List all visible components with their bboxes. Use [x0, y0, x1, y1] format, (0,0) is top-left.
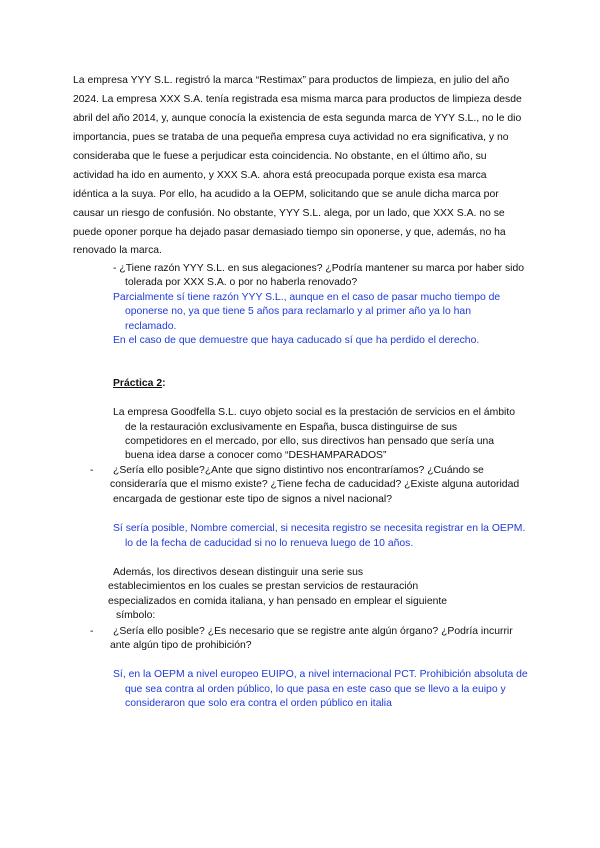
question-line: consideraría que el mismo existe? ¿Tiene fecha de caducidad? ¿Existe alguna autoridad — [110, 479, 520, 490]
intro-line: abril del año 2014, y, aunque conocía la existencia de esta segunda marca de YYY S.L., no le dio — [73, 113, 522, 124]
case-line: especializados en comida italiana, y han pensado en emplear el siguiente — [108, 596, 448, 607]
intro-line: La empresa YYY S.L. registró la marca “Restimax” para productos de limpieza, en julio del año — [73, 75, 510, 86]
answer-line: Sí sería posible, Nombre comercial, si necesita registro se necesita registrar en la OEPM. — [113, 523, 526, 534]
answer-line: consideraron que solo era contra el orden público en italia — [125, 698, 392, 709]
question-line: tolerada por XXX S.A. o por no haberla renovado? — [125, 277, 358, 288]
question-line: - ¿Tiene razón YYY S.L. en sus alegaciones? ¿Podría mantener su marca por haber sido — [113, 263, 525, 274]
intro-line: actividad ha ido en aumento, y XXX S.A. ahora está preocupada porque exista esa marca — [73, 170, 487, 181]
intro-line: puede oponer porque ha dejado pasar demasiado tiempo sin oponerse, y que, además, no ha — [73, 227, 506, 238]
answer-line: Parcialmente sí tiene razón YYY S.L., aunque en el caso de pasar mucho tiempo de — [113, 292, 501, 303]
section-heading-title: Práctica 2 — [113, 378, 163, 389]
answer-line: que sea contra al orden público, lo que pasa en este caso que se llevo a la euipo y — [125, 684, 506, 695]
bullet-dash: - — [90, 465, 94, 476]
section-heading — [113, 377, 166, 390]
answer-line: Sí, en la OEPM a nivel europeo EUIPO, a nivel internacional PCT. Prohibición absoluta de — [113, 669, 528, 680]
case-line: establecimientos en los cuales se prestan servicios de restauración — [108, 581, 419, 592]
question-line: ¿Sería ello posible? ¿Es necesario que se registre ante algún órgano? ¿Podría incurrir — [113, 626, 513, 637]
bullet-dash: - — [90, 626, 94, 637]
case-line: de la restauración exclusivamente en España, busca distinguirse de sus — [125, 422, 458, 433]
intro-line: consideraba que le fuese a perjudicar esta coincidencia. No obstante, en el último año, su — [73, 151, 487, 162]
intro-line: idéntica a la suya. Por ello, ha acudido a la OEPM, solicitando que se anule dicha marca por — [73, 189, 499, 200]
answer-line: oponerse no, ya que tiene 5 años para reclamarlo y al primer año ya lo han — [125, 306, 471, 317]
case-line: buena idea darse a conocer como “DESHAMPARADOS” — [125, 450, 387, 461]
question-line: encargada de gestionar este tipo de signos a nivel nacional? — [113, 494, 393, 505]
intro-line: 2024. La empresa XXX S.A. tenía registrada esa misma marca para productos de limpieza desde — [73, 94, 522, 105]
answer-line: En el caso de que demuestre que haya caducado sí que ha perdido el derecho. — [113, 335, 480, 346]
answer-line: reclamado. — [125, 321, 177, 332]
case-line: Además, los directivos desean distinguir una serie sus — [113, 567, 364, 578]
intro-line: importancia, pues se trataba de una pequeña empresa cuya actividad no era significativa, y no — [73, 132, 509, 143]
answer-line: lo de la fecha de caducidad si no lo renueva luego de 10 años. — [125, 538, 414, 549]
intro-line: causar un riesgo de confusión. No obstante, YYY S.L. alega, por un lado, que XXX S.A. no se — [73, 208, 505, 219]
case-line: competidores en el mercado, por ello, sus directivos han pensado que sería una — [125, 436, 495, 447]
question-line: ¿Sería ello posible?¿Ante que signo distintivo nos encontraríamos? ¿Cuándo se — [113, 465, 484, 476]
section-heading-suffix: : — [162, 378, 166, 389]
question-line: ante algún tipo de prohibición? — [110, 640, 252, 651]
case-line: La empresa Goodfella S.L. cuyo objeto social es la prestación de servicios en el ámbito — [113, 407, 515, 418]
case-line: símbolo: — [116, 610, 156, 621]
intro-line: renovado la marca. — [73, 245, 162, 256]
